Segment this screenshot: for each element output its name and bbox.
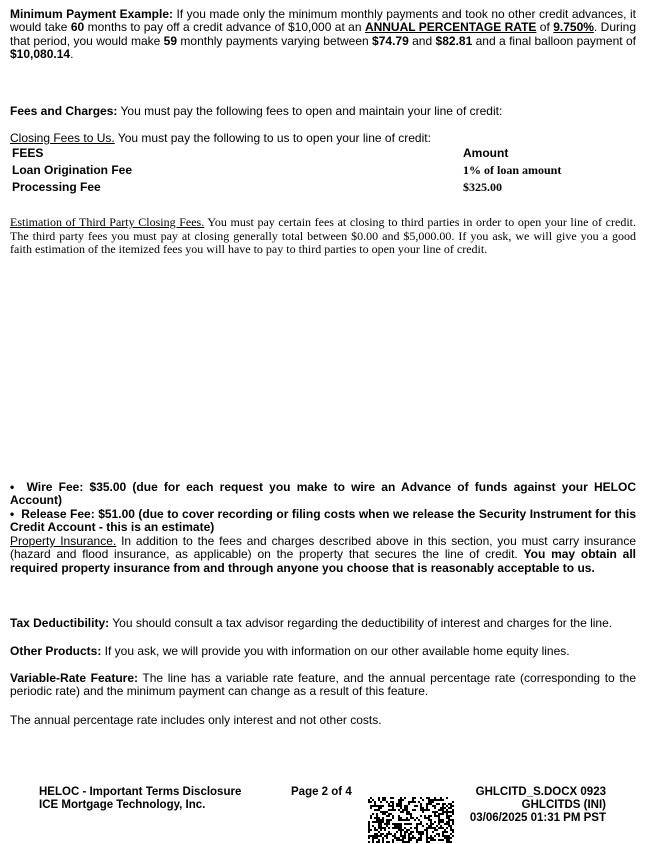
minimum-payment-paragraph [10, 8, 636, 62]
text: and [408, 33, 436, 48]
tax-heading: Tax Deductibility: [10, 616, 110, 630]
bullet-icon: • [10, 480, 15, 494]
footer-doc-title: HELOC - Important Terms Disclosure [39, 786, 242, 798]
table-row-name: Loan Origination Fee [12, 163, 133, 177]
insurance-heading: Property Insurance. [10, 534, 117, 548]
apr-value: 9.750% [553, 20, 594, 35]
text: You must pay certain fees at closing to third parties in order to open your line of credit. The third party fees you must pay at closing generally total between $0.00 and $5,000.00. If you ask, we will give you a good faith estimation of the itemized fees you will have to pay to third parties to open your line of credit. [10, 215, 636, 256]
footer-left [39, 786, 241, 812]
closing-fees-heading: Closing Fees to Us. [10, 131, 115, 145]
text: monthly payments varying between [177, 33, 373, 48]
balloon-payment: $10,080.14 [10, 47, 71, 62]
variable-rate-heading: Variable-Rate Feature: [10, 671, 138, 685]
text: and a final balloon payment of [472, 33, 636, 48]
months-value: 60 [70, 20, 85, 35]
fees-paragraph [10, 105, 636, 118]
text: . [70, 47, 74, 62]
text: . During that period, you would make [10, 20, 637, 48]
other-products-paragraph [10, 645, 636, 658]
table-header-fees: FEES [12, 146, 44, 160]
bullet-icon: • [10, 506, 15, 521]
text: If you made only the minimum monthly payments and took no other credit advances, it would take [10, 7, 636, 35]
table-header-amount: Amount [463, 146, 509, 160]
page-number: Page 2 of 4 [291, 786, 352, 798]
table-row-name: Processing Fee [12, 180, 101, 194]
text: You should consult a tax advisor regarding the deductibility of interest and charges for the line. [109, 616, 613, 630]
insurance-paragraph [10, 535, 636, 575]
text: The line has a variable rate feature, and the annual percentage rate (corresponding to the periodic rate) and the minimum payment can change as a result of this feature. [10, 671, 636, 699]
bullet-text: Release Fee: $51.00 (due to cover recording or filing costs when we release the Security Instrument for this Credit Account - this is an estimate) [10, 506, 637, 535]
text: of [536, 20, 554, 35]
tax-paragraph [10, 617, 636, 630]
text: You must pay the following to us to open your line of credit: [114, 131, 431, 145]
minimum-payment-heading: Minimum Payment Example: [10, 7, 173, 21]
third-party-heading: Estimation of Third Party Closing Fees. [10, 215, 205, 229]
closing-fees-paragraph [10, 132, 636, 145]
low-payment: $74.79 [372, 33, 409, 48]
variable-rate-paragraph [10, 672, 636, 699]
third-party-paragraph [10, 216, 636, 257]
apr-label: ANNUAL PERCENTAGE RATE [364, 20, 537, 35]
table-row-amount: 1% of loan amount [463, 163, 562, 177]
apr-note: The annual percentage rate includes only interest and not other costs. [10, 713, 382, 727]
other-products-heading: Other Products: [10, 644, 102, 658]
footer-timestamp: 03/06/2025 01:31 PM PST [469, 812, 606, 824]
text: In addition to the fees and charges described above in this section, you must carry insurance (hazard and flood insurance, as applicable) on the property that secures the line of credit. [10, 534, 636, 562]
payments-count: 59 [163, 33, 178, 48]
footer-right [470, 786, 606, 825]
insurance-bold-text: You may obtain all required property insurance from and through anyone you choose that is reasonably acceptable to us. [10, 547, 636, 575]
table-row-amount: $325.00 [463, 180, 502, 194]
text: If you ask, we will provide you with information on our other available home equity lines. [101, 644, 570, 658]
list-item [10, 481, 636, 508]
bullet-text: Wire Fee: $35.00 (due for each request you make to wire an Advance of funds against your HELOC Account) [10, 480, 636, 508]
high-payment: $82.81 [435, 33, 473, 48]
list-item [10, 508, 636, 535]
fees-heading: Fees and Charges: [10, 104, 118, 118]
text: months to pay off a credit advance of $10,000 at an [84, 20, 365, 35]
barcode-icon [368, 797, 454, 843]
footer-doc-code: GHLCITD_S.DOCX 0923 [475, 786, 606, 798]
footer-doc-id: GHLCITDS (INI) [521, 799, 606, 811]
bullet-list [10, 481, 636, 535]
text: You must pay the following fees to open and maintain your line of credit: [117, 104, 503, 118]
footer-company: ICE Mortgage Technology, Inc. [39, 799, 206, 811]
